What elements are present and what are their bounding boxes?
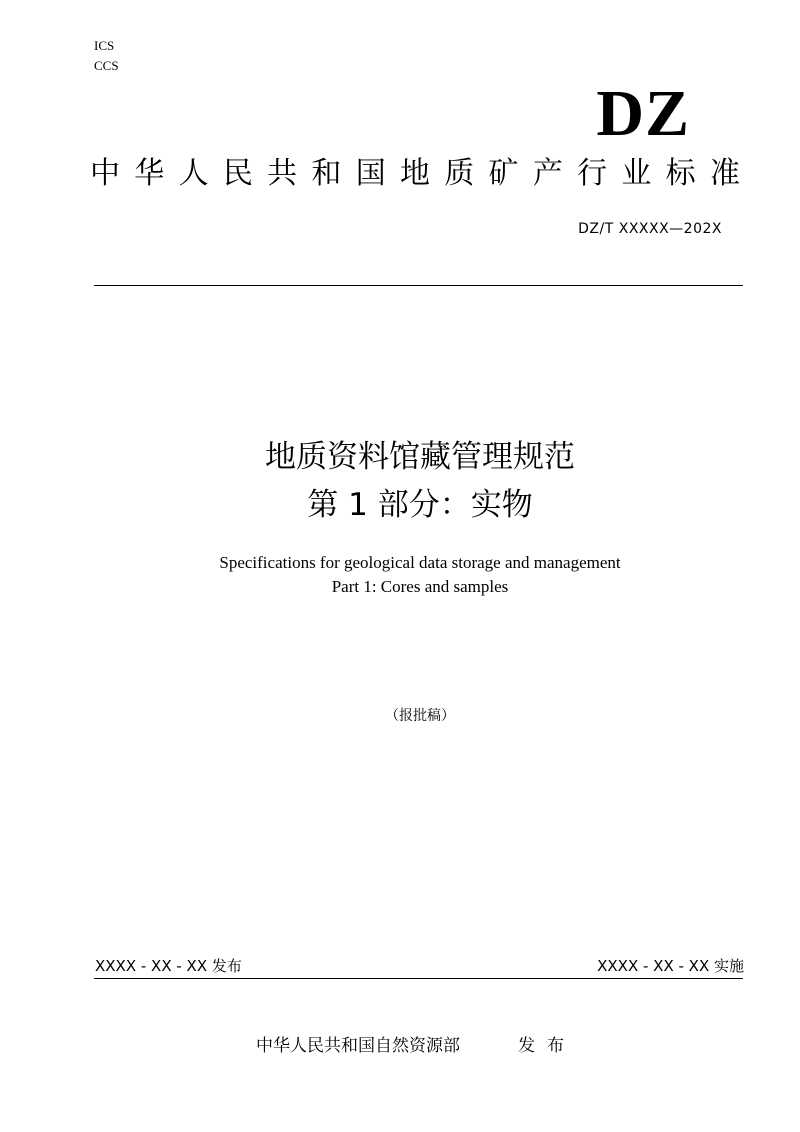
english-title-line-1: Specifications for geological data storage and management xyxy=(219,553,621,572)
header-divider xyxy=(94,285,743,286)
ccs-code: CCS xyxy=(94,58,119,73)
authority-char: 行 xyxy=(577,156,608,191)
english-title xyxy=(0,551,800,599)
dz-logo: DZ xyxy=(596,77,690,150)
effective-date: XXXX - XX - XX 实施 xyxy=(597,957,744,975)
issue-label: 发布 xyxy=(518,1036,576,1056)
release-date: XXXX - XX - XX 发布 xyxy=(95,957,242,975)
authority-char: 和 xyxy=(311,156,342,191)
authority-char: 地 xyxy=(399,156,430,191)
chinese-title-line-1: 地质资料馆藏管理规范 xyxy=(265,439,575,475)
authority-char: 标 xyxy=(665,156,696,191)
chinese-title xyxy=(0,433,800,529)
authority-char: 中 xyxy=(90,156,120,191)
authority-char: 国 xyxy=(355,156,386,191)
authority-char: 矿 xyxy=(488,156,519,191)
issuing-standard-category xyxy=(90,154,740,194)
authority-char: 人 xyxy=(178,156,209,191)
authority-char: 共 xyxy=(267,156,298,191)
draft-status: （报批稿） xyxy=(385,708,455,724)
authority-char: 准 xyxy=(709,156,740,191)
authority-char: 华 xyxy=(134,156,165,191)
english-title-line-2: Part 1: Cores and samples xyxy=(331,577,509,596)
footer-divider xyxy=(94,978,743,979)
authority-char: 业 xyxy=(621,156,652,191)
issuing-authority: 中华人民共和国自然资源部 xyxy=(256,1036,460,1056)
standard-number: DZ/T XXXXX—202X xyxy=(578,221,722,237)
authority-char: 产 xyxy=(532,156,563,191)
authority-char: 民 xyxy=(222,156,253,191)
ics-code: ICS xyxy=(94,38,115,53)
chinese-title-line-2: 第 1 部分：实物 xyxy=(307,487,533,523)
authority-char: 质 xyxy=(444,156,475,191)
